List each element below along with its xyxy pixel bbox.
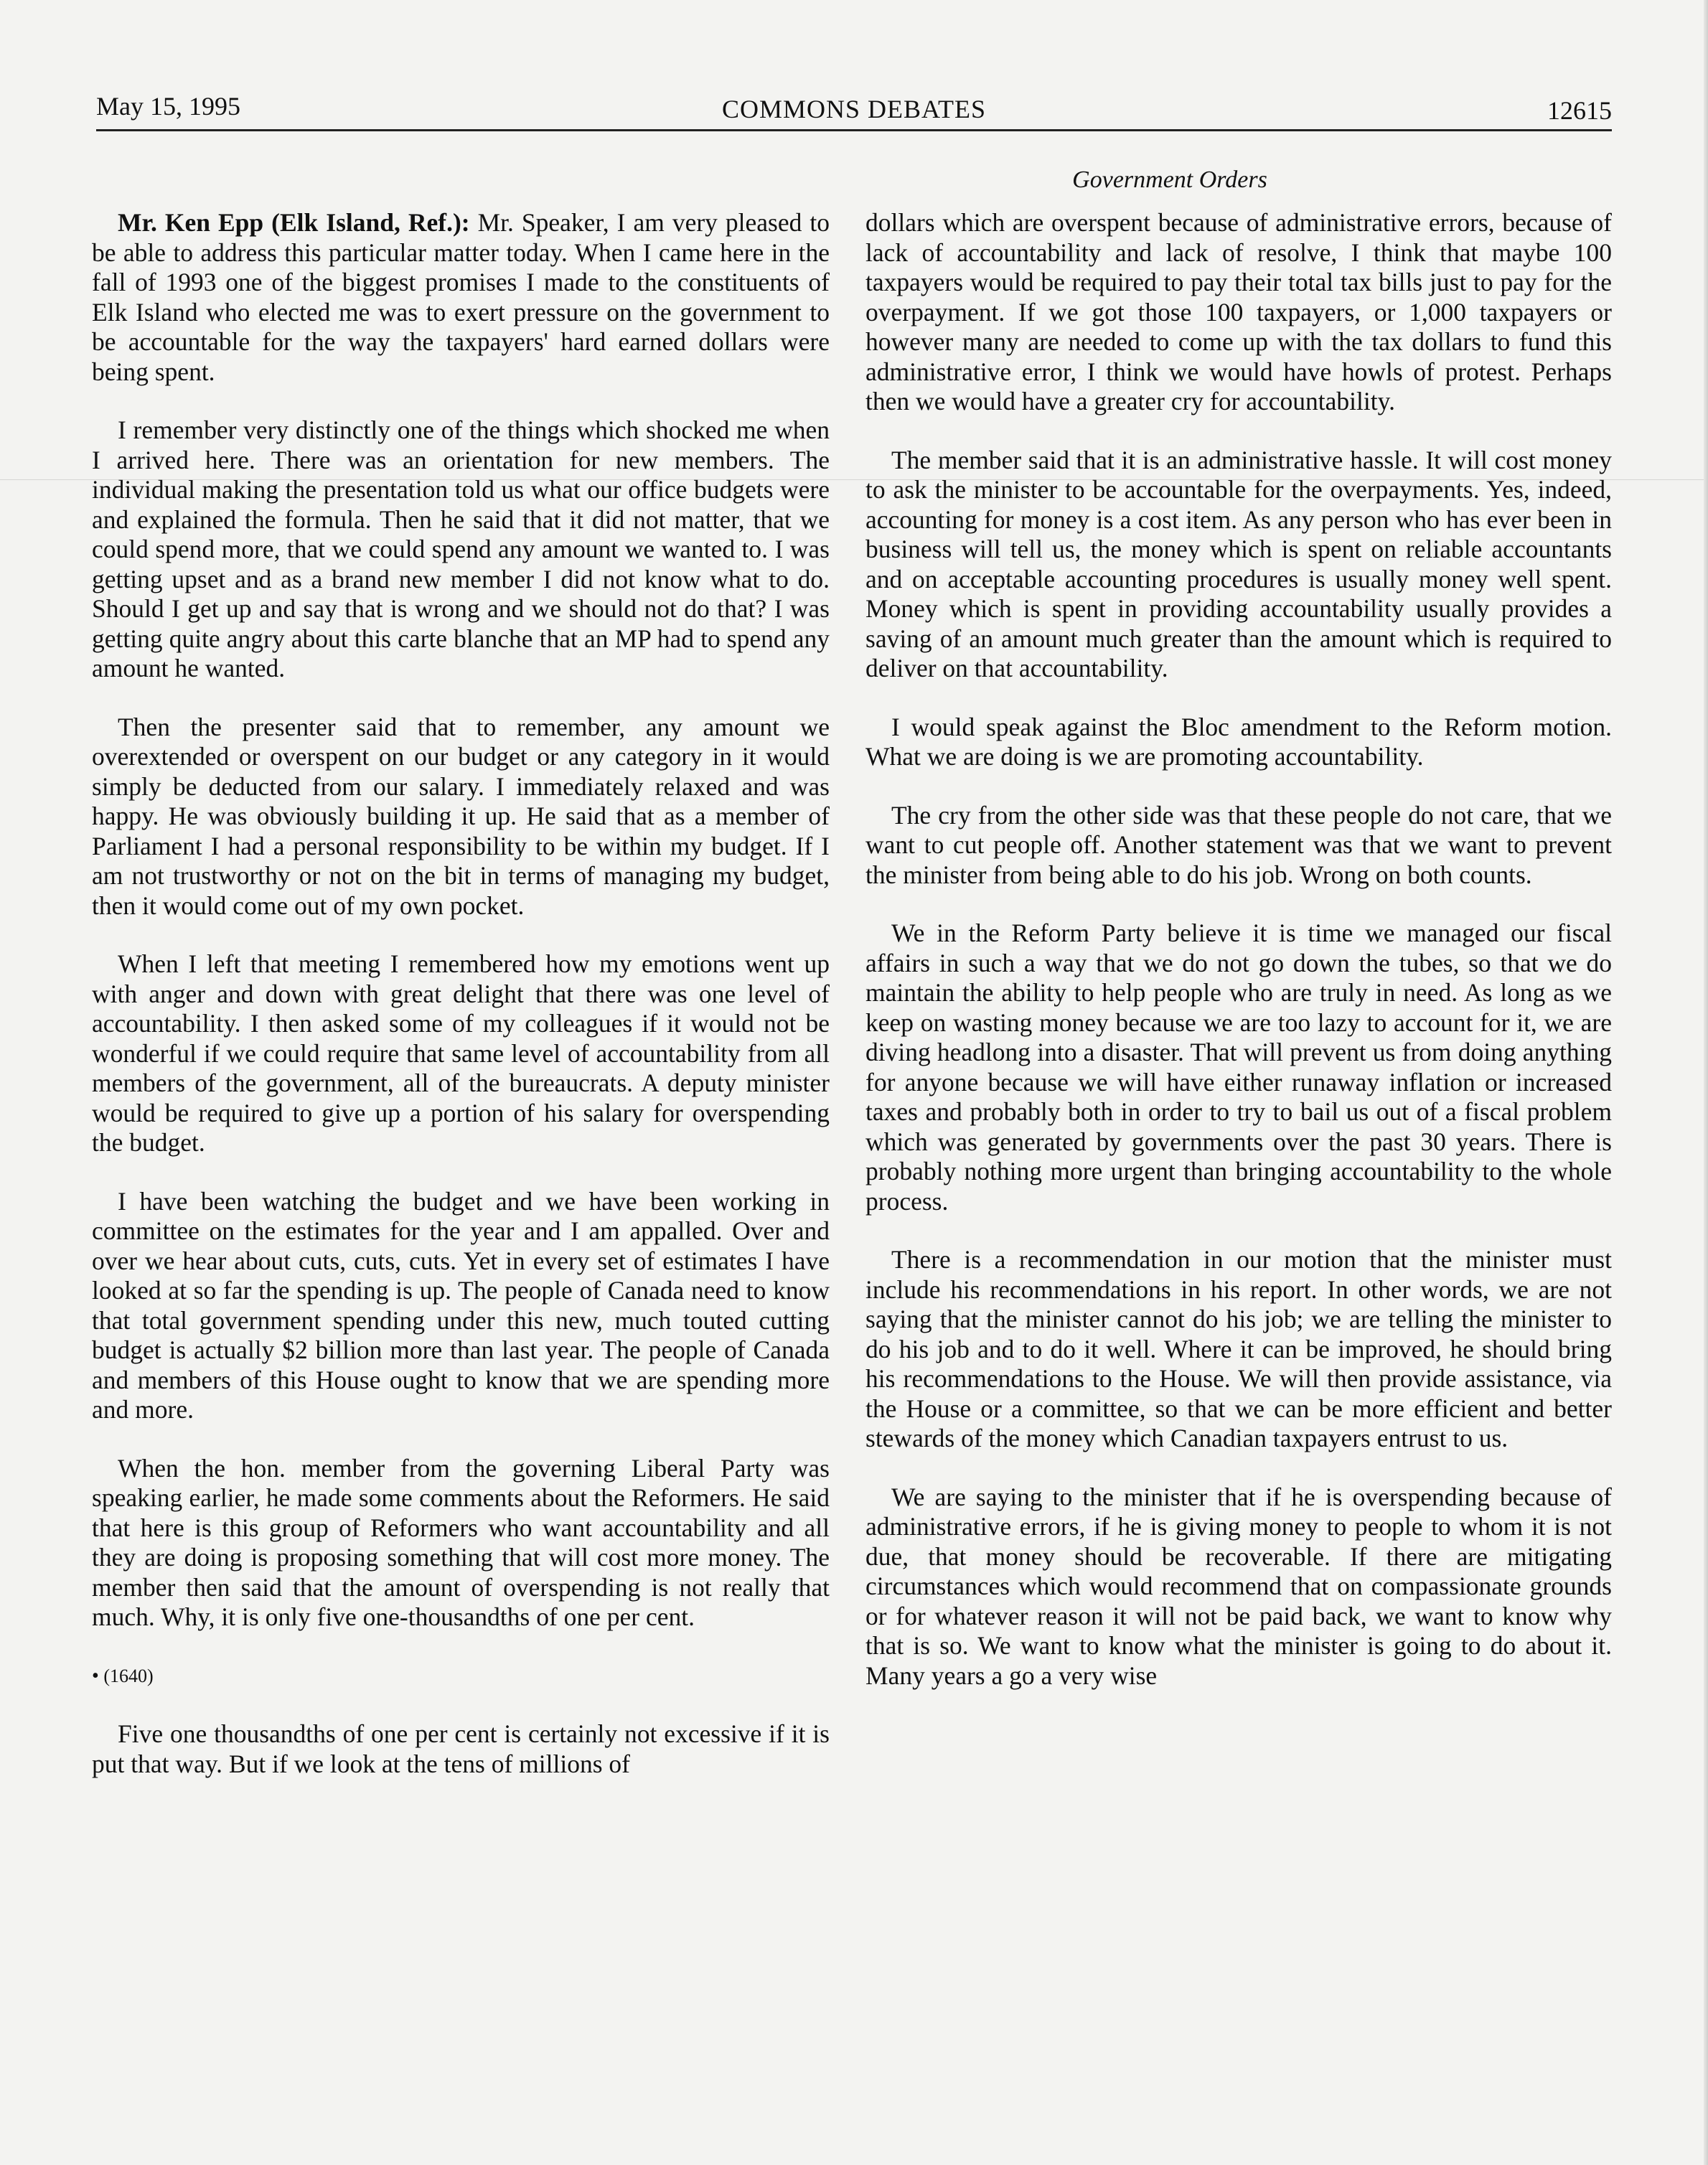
paragraph-text: Mr. Speaker, I am very pleased to be able to address this particular matter today. When I came here in the fall of 1993 one of the biggest promises I made to the constituents of Elk Island who elected me was to exert pressure on the government to be accountable for the way the taxpayers' hard earned dollars were being spent. <box>92 208 830 386</box>
paragraph: Five one thousandths of one per cent is certainly not excessive if it is put that way. But if we look at the tens of millions of <box>92 1719 830 1778</box>
header-title: COMMONS DEBATES <box>721 95 987 123</box>
paragraph: When the hon. member from the governing Liberal Party was speaking earlier, he made some comments about the Reformers. He said that here is this group of Reformers who want accountability and all they are doing is proposing something that will cost more money. The member then said that the amount of overspending is not really that much. Why, it is only five one-thousandths of one per cent. <box>92 1453 830 1631</box>
left-column <box>92 208 830 1808</box>
time-marker <box>92 1661 830 1691</box>
paragraph: I would speak against the Bloc amendment to the Reform motion. What we are doing is we are promoting accountability. <box>865 712 1612 771</box>
right-column <box>865 208 1612 1719</box>
header-date: May 15, 1995 <box>96 92 240 121</box>
scan-edge <box>1704 0 1708 2165</box>
paragraph: Then the presenter said that to remember, any amount we overextended or overspent on our budget or any category in it would simply be deducted from our salary. I immediately relaxed and was happy. He was obviously building it up. He said that as a member of Parliament I had a personal responsibility to be within my budget. If I am not trustworthy or not on the bit in terms of managing my budget, then it would come out of my own pocket. <box>92 712 830 920</box>
paragraph: We in the Reform Party believe it is time we managed our fiscal affairs in such a way that we do not go down the tubes, so that we do maintain the ability to help people who are truly in need. As long as we keep on wasting money because we are too lazy to account for it, we are diving headlong into a disaster. That will prevent us from doing anything for anyone because we will have either runaway inflation or increased taxes and probably both in order to try to bail us out of a fiscal problem which was generated by governments over the past 30 years. There is probably nothing more urgent than bringing accountability to the whole process. <box>865 919 1612 1216</box>
paragraph: I remember very distinctly one of the things which shocked me when I arrived here. There was an orientation for new members. The individual making the presentation told us what our office budgets were and explained the formula. Then he said that it did not matter, that we could spend more, that we could spend any amount we wanted to. I was getting upset and as a brand new member I did not know what to do. Should I get up and say that is wrong and we should not do that? I was getting quite angry about this carte blanche that an MP had to spend any amount he wanted. <box>92 415 830 682</box>
paragraph: The member said that it is an administrative hassle. It will cost money to ask the minister to be accountable for the overpayments. Yes, indeed, accounting for money is a cost item. As any person who has ever been in business will tell us, the money which is spent on reliable accountants and on acceptable accounting procedures is usually money well spent. Money which is spent in providing accountability usually provides a saving of an amount much greater than the amount which is required to deliver on that accountability. <box>865 445 1612 682</box>
header-page-number: 12615 <box>1547 96 1612 125</box>
paragraph <box>92 208 830 387</box>
page-header <box>96 85 1612 129</box>
paragraph: I have been watching the budget and we have been working in committee on the estimates for the year and I am appalled. Over and over we hear about cuts, cuts, cuts. Yet in every set of estimates I have looked at so far the spending is up. The people of Canada need to know that total government spending under this new, much touted cutting budget is actually $2 billion more than last year. The people of Canada and members of this House ought to know that we are spending more and more. <box>92 1186 830 1424</box>
paragraph: The cry from the other side was that these people do not care, that we want to cut people off. Another statement was that we want to prevent the minister from being able to do his job. Wrong on both counts. <box>865 800 1612 889</box>
section-label: Government Orders <box>1072 166 1267 193</box>
bullet-icon: • <box>92 1664 99 1687</box>
paragraph: There is a recommendation in our motion that the minister must include his recommendations in his report. In other words, we are not saying that the minister cannot do his job; we are telling the minister to do his job and to do it well. Where it can be improved, he should bring his recommendations to the House. We will then provide assistance, via the House or a committee, so that we can be more efficient and better stewards of the money which Canadian taxpayers entrust to us. <box>865 1245 1612 1452</box>
paragraph-continued: dollars which are overspent because of administrative errors, because of lack of accountability and lack of resolve, I think that maybe 100 taxpayers would be required to pay their total tax bills just to pay for the overpayment. If we got those 100 taxpayers, or 1,000 taxpayers or however many are needed to come up with the tax dollars to fund this administrative error, I think we would have howls of protest. Perhaps then we would have a greater cry for accountability. <box>865 208 1612 415</box>
time-marker-text: (1640) <box>103 1665 154 1686</box>
paragraph: We are saying to the minister that if he is overspending because of administrative errors, if he is giving money to people to whom it is not due, that money should be recoverable. If there are mitigating circumstances which would recommend that on compassionate grounds or for whatever reason it will not be paid back, we want to know why that is so. We want to know what the minister is going to do about it. Many years a go a very wise <box>865 1482 1612 1690</box>
header-rule <box>96 129 1612 131</box>
speaker-name: Mr. Ken Epp (Elk Island, Ref.): <box>118 208 470 237</box>
paragraph: When I left that meeting I remembered how my emotions went up with anger and down with great delight that there was one level of accountability. I then asked some of my colleagues if it would not be wonderful if we could require that same level of accountability from all members of the government, all of the bureaucrats. A deputy minister would be required to give up a portion of his salary for overspending the budget. <box>92 949 830 1157</box>
